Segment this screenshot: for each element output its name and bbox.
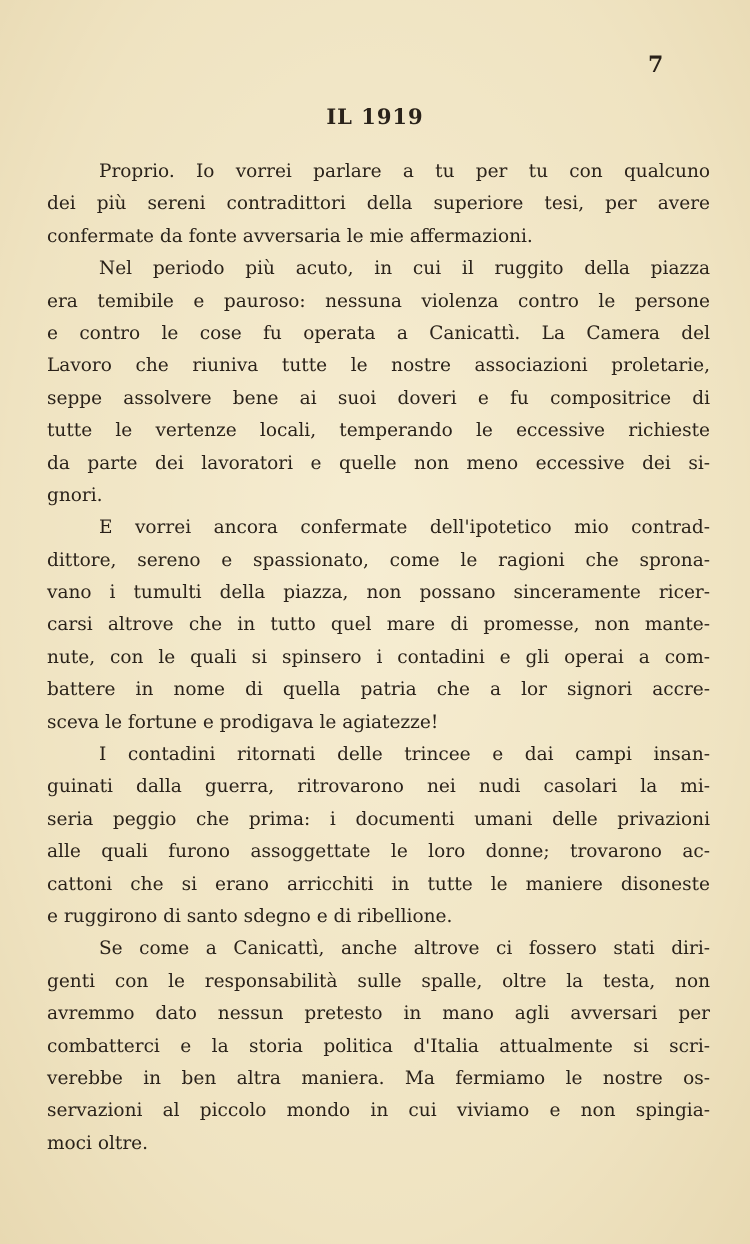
text-line: cattoni che si erano arricchiti in tutte le maniere disoneste [47,873,710,895]
body-text [47,156,710,1160]
text-line: verebbe in ben altra maniera. Ma fermiamo le nostre os- [47,1067,710,1089]
paragraph [47,933,710,1160]
paragraph [47,512,710,739]
page-number: 7 [648,52,664,78]
text-line: combatterci e la storia politica d'Italia attualmente si scri- [47,1035,710,1057]
text-line: dei più sereni contradittori della superiore tesi, per avere [47,193,710,215]
text-line: confermate da fonte avversaria le mie affermazioni. [47,225,533,247]
text-line: Proprio. Io vorrei parlare a tu per tu con qualcuno [99,161,710,182]
text-line: Se come a Canicattì, anche altrove ci fossero stati diri- [99,938,710,960]
paragraph [47,156,710,253]
text-line: e ruggirono di santo sdegno e di ribellione. [47,905,453,927]
text-line: tutte le vertenze locali, temperando le eccessive richieste [47,420,710,442]
text-line: vano i tumulti della piazza, non possano sinceramente ricer- [47,582,710,604]
text-line: moci oltre. [47,1132,149,1154]
text-line: da parte dei lavoratori e quelle non meno eccessive dei si- [47,452,710,474]
page-heading: IL 1919 [326,104,424,129]
text-line: sceva le fortune e prodigava le agiatezze! [47,711,439,733]
text-line: I contadini ritornati delle trincee e dai campi insan- [99,744,710,766]
text-line: avremmo dato nessun pretesto in mano agli avversari per [47,1003,710,1025]
text-line: gnori. [47,484,103,506]
text-line: dittore, sereno e spassionato, come le ragioni che sprona- [47,549,710,571]
text-line: servazioni al piccolo mondo in cui viviamo e non spingia- [47,1100,710,1122]
text-line: Nel periodo più acuto, in cui il ruggito della piazza [99,258,710,280]
paragraph [47,253,710,512]
text-line: era temibile e pauroso: nessuna violenza contro le persone [47,290,710,312]
text-line: seppe assolvere bene ai suoi doveri e fu compositrice di [47,387,710,409]
paragraph [47,739,710,933]
text-line: E vorrei ancora confermate dell'ipotetico mio contrad- [99,517,710,539]
text-line: Lavoro che riuniva tutte le nostre associazioni proletarie, [47,355,710,377]
text-line: carsi altrove che in tutto quel mare di promesse, non mante- [47,614,710,636]
text-line: nute, con le quali si spinsero i contadini e gli operai a com- [47,646,710,668]
text-line: guinati dalla guerra, ritrovarono nei nudi casolari la mi- [47,776,710,798]
text-line: e contro le cose fu operata a Canicattì. La Camera del [47,322,710,344]
text-line: battere in nome di quella patria che a lor signori accre- [47,679,710,701]
text-line: seria peggio che prima: i documenti umani delle privazioni [47,808,710,830]
text-line: genti con le responsabilità sulle spalle, oltre la testa, non [47,970,710,992]
text-line: alle quali furono assoggettate le loro donne; trovarono ac- [47,841,710,863]
